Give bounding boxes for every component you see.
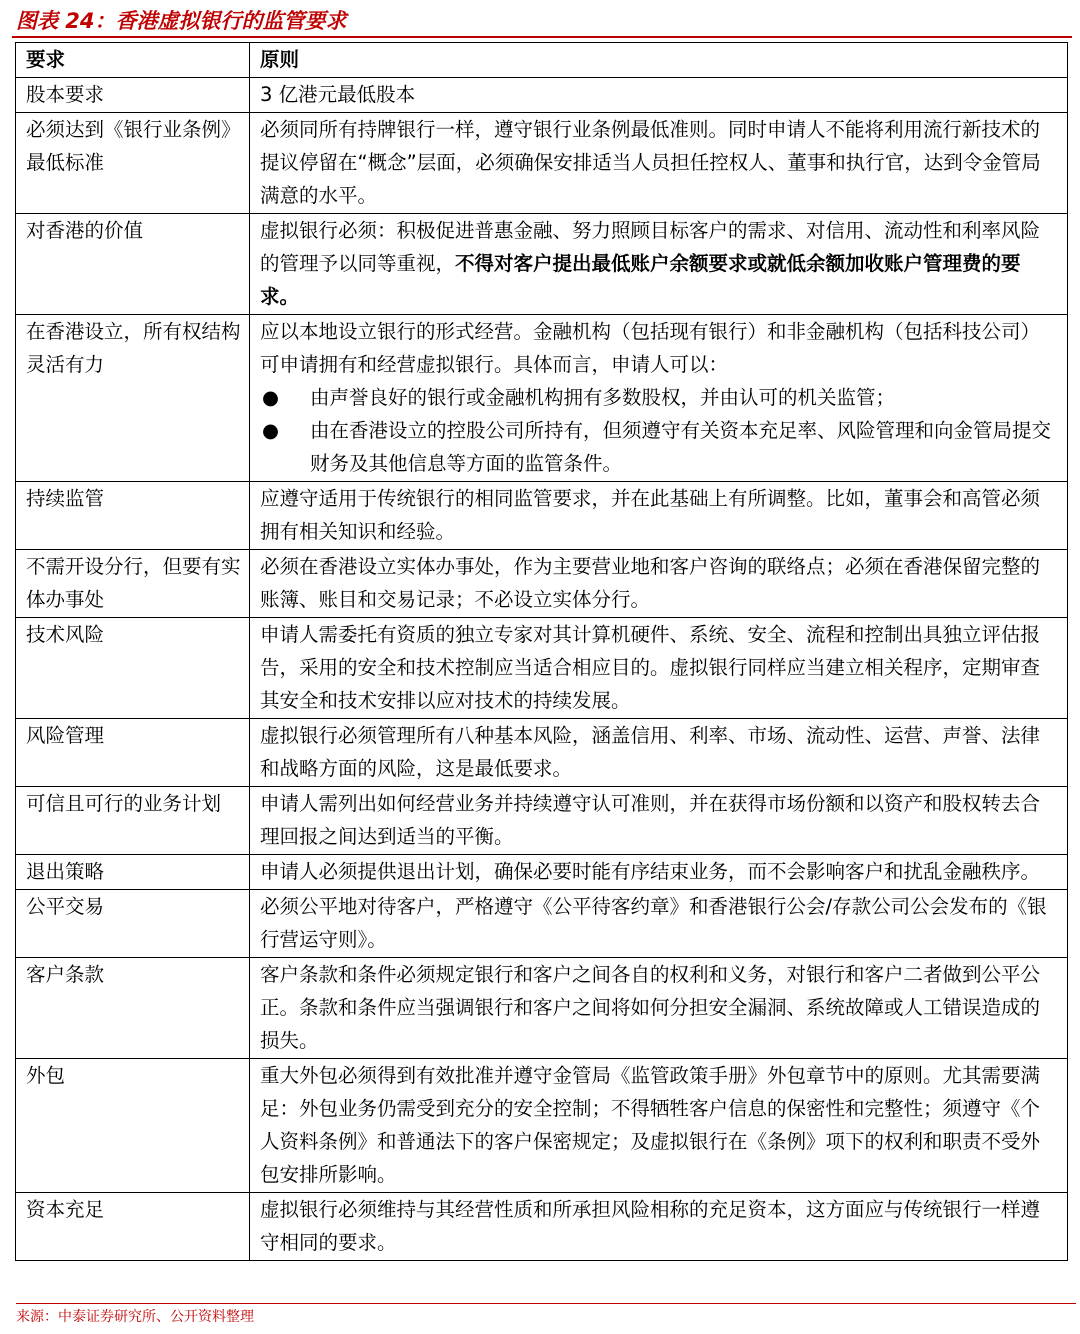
bullet-text: 由声誉良好的银行或金融机构拥有多数股权，并由认可的机关监管；: [310, 386, 896, 409]
principle-cell: 应遵守适用于传统银行的相同监管要求，并在此基础上有所调整。比如，董事会和高管必须拥有相关知识和经验。: [250, 482, 1068, 550]
table-row: [16, 618, 1068, 719]
table-row: [16, 315, 1068, 482]
table-header-row: [16, 43, 1068, 78]
requirement-cell: 外包: [16, 1059, 250, 1193]
figure-title: 图表 24：香港虚拟银行的监管要求: [16, 9, 347, 33]
bullet-text: 由在香港设立的控股公司所持有，但须遵守有关资本充足率、风险管理和向金管局提交财务及其他信息等方面的监管条件。: [310, 419, 1052, 475]
table-row: [16, 78, 1068, 113]
principle-text: 虚拟银行必须：积极促进普惠金融、努力照顾目标客户的需求、对信用、流动性和利率风险的管理予以同等重视，: [260, 219, 1041, 275]
requirement-cell: 股本要求: [16, 78, 250, 113]
principle-cell: 虚拟银行必须维持与其经营性质和所承担风险相称的充足资本，这方面应与传统银行一样遵守相同的要求。: [250, 1193, 1068, 1261]
principle-cell: 申请人必须提供退出计划，确保必要时能有序结束业务，而不会影响客户和扰乱金融秩序。: [250, 855, 1068, 890]
table-row: [16, 113, 1068, 214]
principle-cell: 重大外包必须得到有效批准并遵守金管局《监管政策手册》外包章节中的原则。尤其需要满足：外包业务仍需受到充分的安全控制；不得牺牲客户信息的保密性和完整性；须遵守《个人资料条例》和普通法下的客户保密规定；及虚拟银行在《条例》项下的权利和职责不受外包安排所影响。: [250, 1059, 1068, 1193]
principle-cell: 申请人需列出如何经营业务并持续遵守认可准则，并在获得市场份额和以资产和股权转去合理回报之间达到适当的平衡。: [250, 787, 1068, 855]
requirement-cell: 客户条款: [16, 958, 250, 1059]
requirement-cell: 持续监管: [16, 482, 250, 550]
bullet-item: [260, 381, 1059, 414]
principle-cell: [250, 214, 1068, 315]
principle-cell: 必须同所有持牌银行一样，遵守银行业条例最低准则。同时申请人不能将利用流行新技术的提议停留在“概念”层面，必须确保安排适当人员担任控权人、董事和执行官，达到令金管局满意的水平。: [250, 113, 1068, 214]
header-principle: 原则: [250, 43, 1068, 78]
table-row: [16, 482, 1068, 550]
table-row: [16, 719, 1068, 787]
table-row: [16, 1059, 1068, 1193]
principle-emphasis: 不得对客户提出最低账户余额要求或就低余额加收账户管理费的要求。: [260, 252, 1021, 308]
regulation-table: [15, 42, 1068, 1261]
table-row: [16, 890, 1068, 958]
requirement-cell: 对香港的价值: [16, 214, 250, 315]
principle-cell: 申请人需委托有资质的独立专家对其计算机硬件、系统、安全、流程和控制出具独立评估报告，采用的安全和技术控制应当适合相应目的。虚拟银行同样应当建立相关程序，定期审查其安全和技术安排以应对技术的持续发展。: [250, 618, 1068, 719]
bullet-icon: ●: [262, 419, 280, 442]
principle-text: 应以本地设立银行的形式经营。金融机构（包括现有银行）和非金融机构（包括科技公司）可申请拥有和经营虚拟银行。具体而言，申请人可以：: [260, 320, 1041, 376]
source-note: 来源：中泰证券研究所、公开资料整理: [16, 1303, 1076, 1327]
table-row: [16, 1193, 1068, 1261]
requirement-cell: 资本充足: [16, 1193, 250, 1261]
principle-cell: [250, 315, 1068, 482]
principle-cell: 虚拟银行必须管理所有八种基本风险，涵盖信用、利率、市场、流动性、运营、声誉、法律和战略方面的风险，这是最低要求。: [250, 719, 1068, 787]
requirement-cell: 必须达到《银行业条例》最低标准: [16, 113, 250, 214]
principle-cell: 3 亿港元最低股本: [250, 78, 1068, 113]
requirement-cell: 风险管理: [16, 719, 250, 787]
principle-cell: 必须公平地对待客户，严格遵守《公平待客约章》和香港银行公会/存款公司公会发布的《银行营运守则》。: [250, 890, 1068, 958]
figure-title-bar: [12, 6, 1072, 38]
bullet-item: [260, 414, 1059, 480]
table-row: [16, 787, 1068, 855]
table-row: [16, 550, 1068, 618]
requirement-cell: 技术风险: [16, 618, 250, 719]
table-row: [16, 958, 1068, 1059]
requirement-cell: 公平交易: [16, 890, 250, 958]
table-row: [16, 214, 1068, 315]
bullet-icon: ●: [262, 386, 280, 409]
requirement-cell: 退出策略: [16, 855, 250, 890]
principle-cell: 必须在香港设立实体办事处，作为主要营业地和客户咨询的联络点；必须在香港保留完整的账簿、账目和交易记录；不必设立实体分行。: [250, 550, 1068, 618]
table-row: [16, 855, 1068, 890]
requirement-cell: 可信且可行的业务计划: [16, 787, 250, 855]
requirement-cell: 在香港设立，所有权结构灵活有力: [16, 315, 250, 482]
principle-cell: 客户条款和条件必须规定银行和客户之间各自的权利和义务，对银行和客户二者做到公平公正。条款和条件应当强调银行和客户之间将如何分担安全漏洞、系统故障或人工错误造成的损失。: [250, 958, 1068, 1059]
header-requirement: 要求: [16, 43, 250, 78]
requirement-cell: 不需开设分行，但要有实体办事处: [16, 550, 250, 618]
